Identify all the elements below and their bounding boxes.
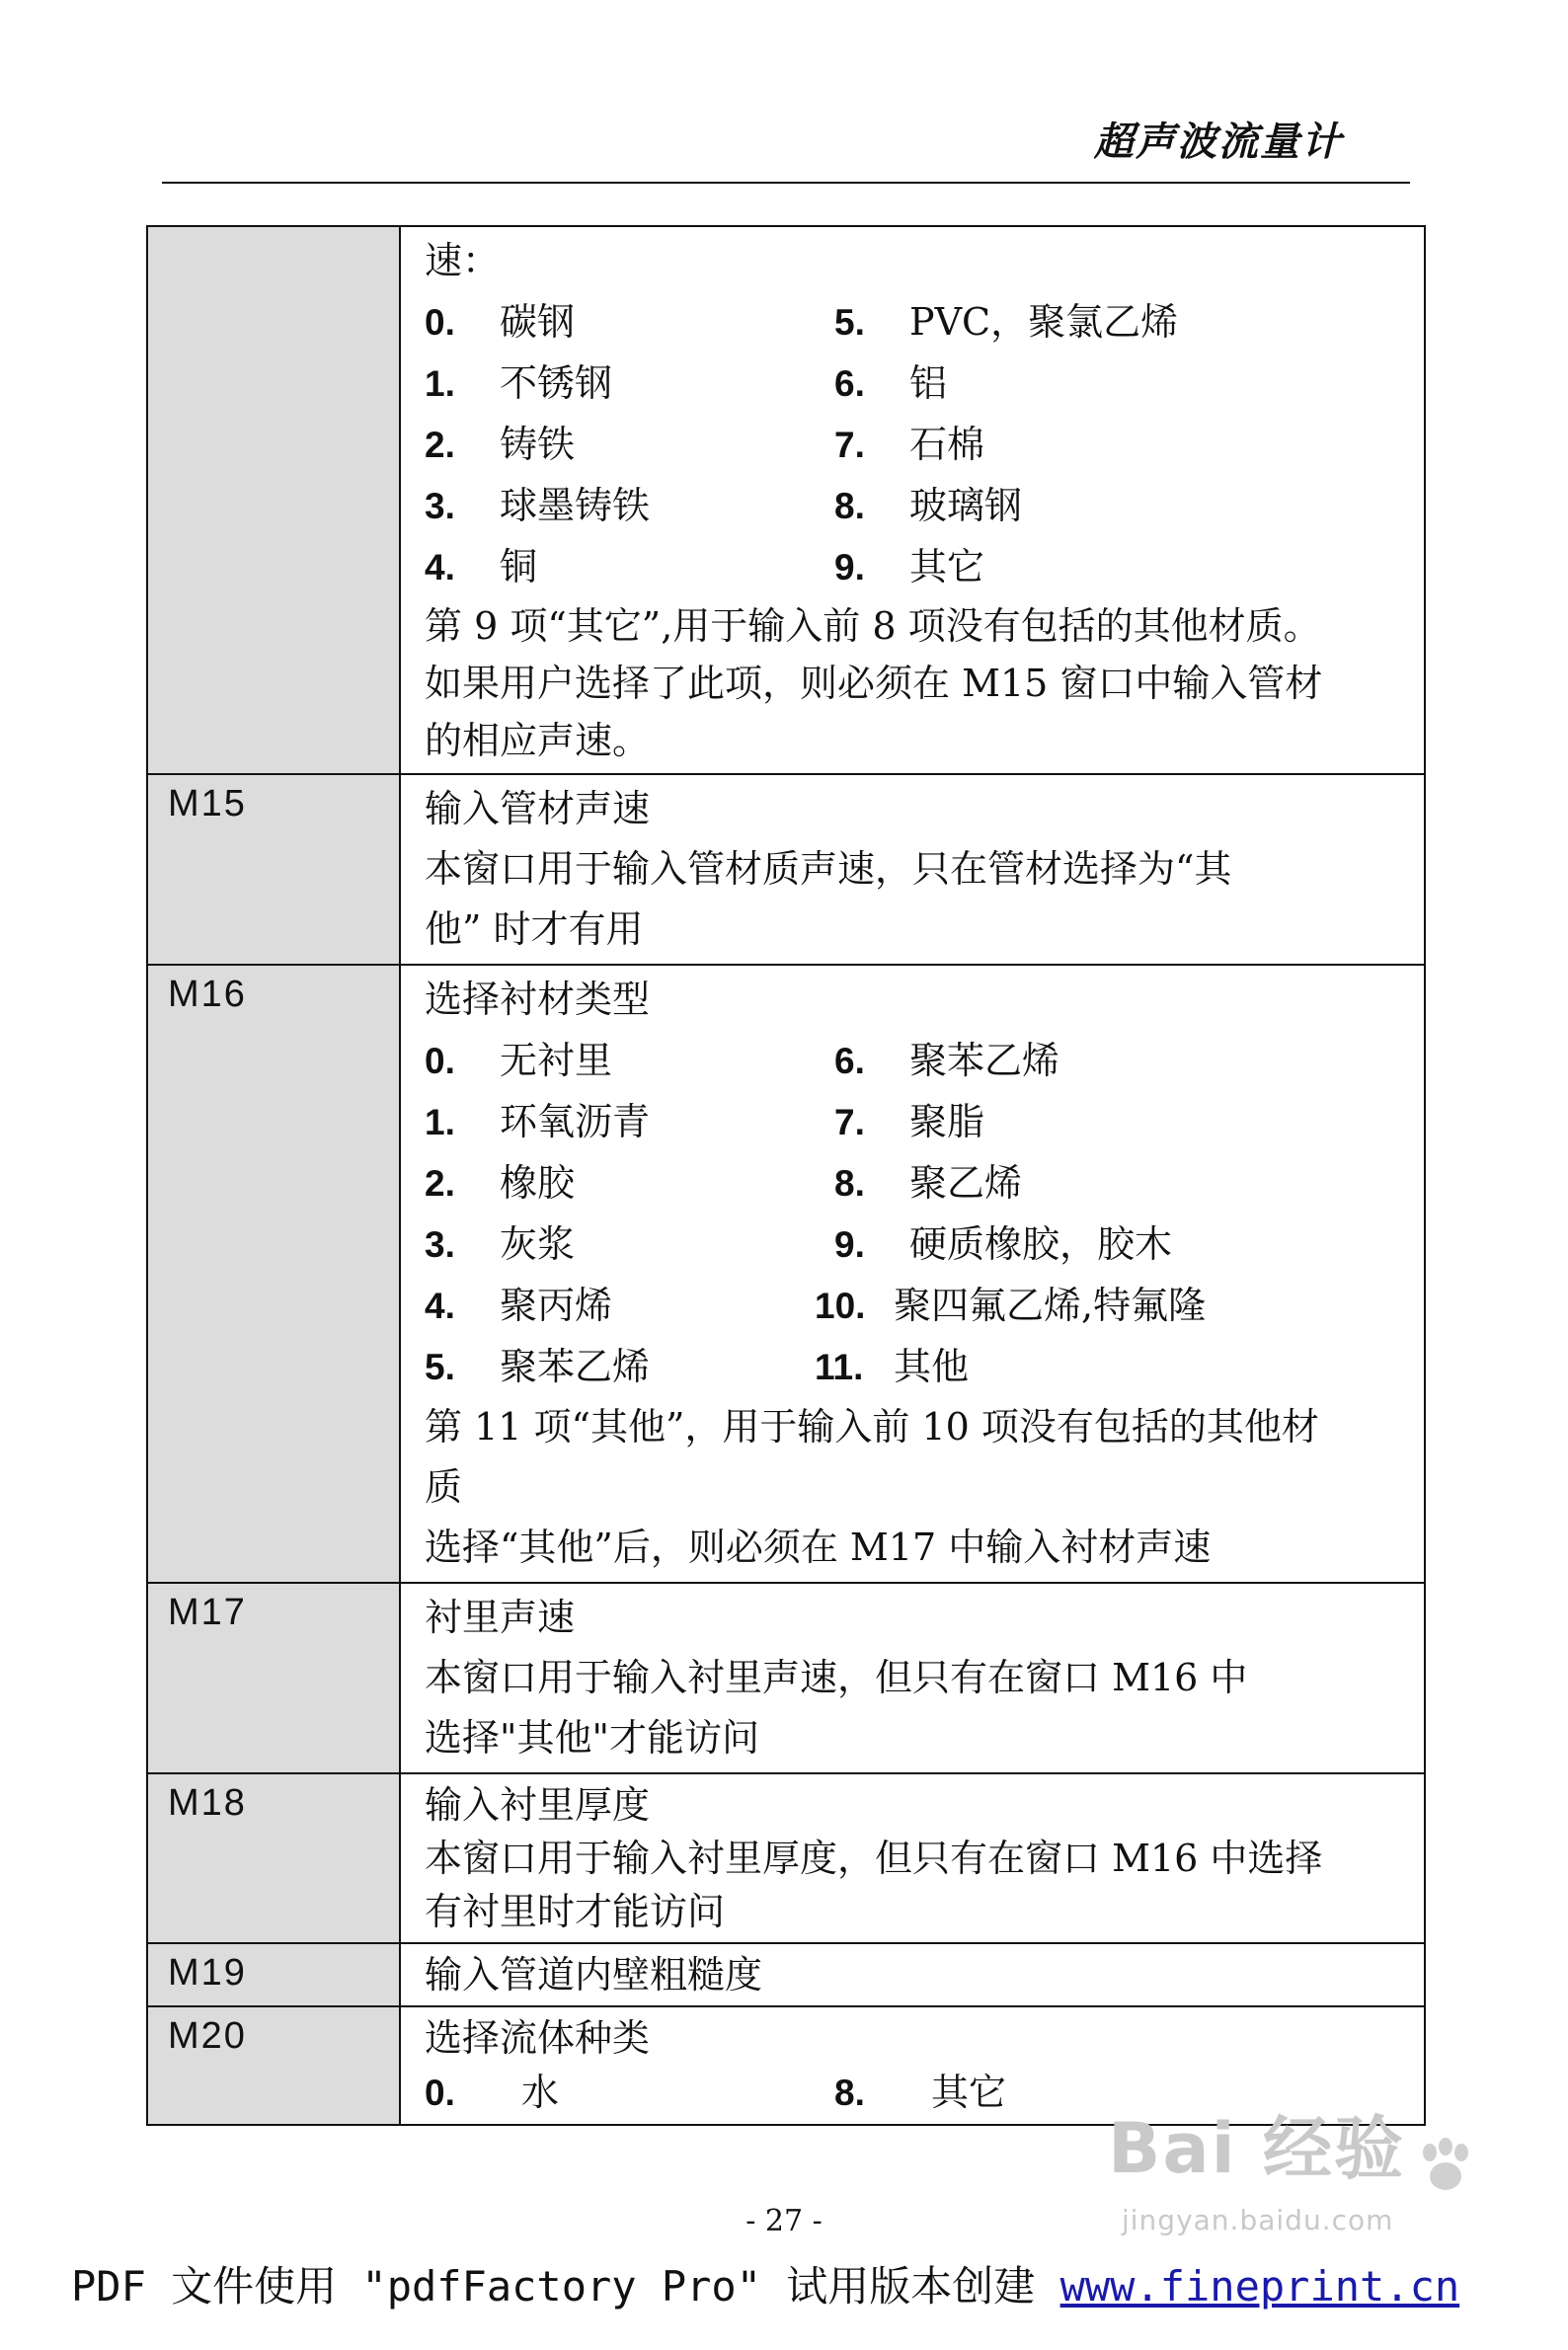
- desc-line: 本窗口用于输入衬里厚度，但只有在窗口 M16 中选择: [425, 1837, 1323, 1880]
- option-item: 0. 水: [425, 2071, 560, 2114]
- option-item: 4. 铜: [425, 545, 538, 588]
- desc-line: 输入衬里厚度: [425, 1783, 651, 1827]
- desc-line: 选择流体种类: [425, 2016, 651, 2060]
- option-item: 6. 铝: [834, 361, 948, 405]
- row-desc: [400, 965, 1425, 1583]
- option-item: 8. 玻璃钢: [834, 484, 1023, 527]
- option-item: 0. 无衬里: [425, 1039, 613, 1082]
- table-row: [147, 1773, 1425, 1943]
- row-desc: [400, 774, 1425, 965]
- option-item: 1. 不锈钢: [425, 361, 613, 405]
- option-item: 2. 橡胶: [425, 1161, 576, 1205]
- desc-line: 选择"其他"才能访问: [425, 1716, 759, 1760]
- paw-icon: [1410, 2133, 1481, 2204]
- option-item: 7. 石棉: [834, 423, 985, 466]
- header-title: 超声波流量计: [1094, 119, 1343, 165]
- option-item: 10. 聚四氟乙烯,特氟隆: [815, 1284, 1207, 1327]
- table-row: [147, 1583, 1425, 1773]
- pdf-footer: [71, 2254, 1459, 2313]
- desc-line: 输入管材声速: [425, 787, 651, 830]
- table-row: [147, 226, 1425, 774]
- row-desc: [400, 226, 1425, 774]
- desc-line: 速：: [425, 239, 501, 282]
- desc-line: 的相应声速。: [425, 719, 651, 762]
- watermark-logo: Bai 经验: [1108, 2093, 1481, 2204]
- desc-line: 衬里声速: [425, 1596, 576, 1639]
- option-item: 7. 聚脂: [834, 1100, 985, 1143]
- option-item: 8. 聚乙烯: [834, 1161, 1023, 1205]
- option-item: 9. 硬质橡胶，胶木: [834, 1222, 1173, 1266]
- option-list: [425, 1030, 1404, 1397]
- footer-link[interactable]: www.fineprint.cn: [1059, 2262, 1460, 2311]
- row-desc: [400, 1773, 1425, 1943]
- table-row: [147, 1943, 1425, 2006]
- desc-line: 选择衬材类型: [425, 978, 651, 1021]
- row-code: M20: [147, 2006, 400, 2125]
- page-number: - 27 -: [745, 2204, 823, 2238]
- row-code: M15: [147, 774, 400, 965]
- desc-line: 他” 时才有用: [425, 907, 644, 951]
- option-item: 5. PVC，聚氯乙烯: [834, 300, 1179, 344]
- desc-line: 输入管道内壁粗糙度: [425, 1953, 763, 1997]
- option-item: 3. 灰浆: [425, 1222, 576, 1266]
- option-item: 1. 环氧沥青: [425, 1100, 651, 1143]
- row-code: [147, 226, 400, 774]
- footer-text: PDF 文件使用 "pdfFactory Pro" 试用版本创建: [71, 2262, 1060, 2311]
- option-item: 3. 球墨铸铁: [425, 484, 651, 527]
- option-item: 6. 聚苯乙烯: [834, 1039, 1060, 1082]
- row-code: M17: [147, 1583, 400, 1773]
- option-item: 5. 聚苯乙烯: [425, 1345, 651, 1388]
- parameter-table: [146, 225, 1426, 2126]
- desc-line: 质: [425, 1465, 463, 1509]
- desc-line: 本窗口用于输入衬里声速，但只有在窗口 M16 中: [425, 1656, 1248, 1699]
- table-row: [147, 965, 1425, 1583]
- desc-line: 第 11 项“其他”，用于输入前 10 项没有包括的其他材: [425, 1405, 1319, 1449]
- desc-line: 本窗口用于输入管材质声速，只在管材选择为“其: [425, 847, 1232, 891]
- option-item: 0. 碳钢: [425, 300, 576, 344]
- option-list: [425, 291, 1404, 597]
- row-desc: [400, 1943, 1425, 2006]
- desc-line: 第 9 项“其它”,用于输入前 8 项没有包括的其他材质。: [425, 604, 1321, 648]
- row-code: M18: [147, 1773, 400, 1943]
- watermark-url: jingyan.baidu.com: [1122, 2203, 1394, 2236]
- desc-line: 选择“其他”后，则必须在 M17 中输入衬材声速: [425, 1526, 1212, 1569]
- row-desc: [400, 1583, 1425, 1773]
- desc-line: 有衬里时才能访问: [425, 1890, 726, 1933]
- option-item: 4. 聚丙烯: [425, 1284, 613, 1327]
- option-item: 8. 其它: [834, 2071, 1007, 2114]
- row-code: M19: [147, 1943, 400, 2006]
- row-code: M16: [147, 965, 400, 1583]
- option-item: 2. 铸铁: [425, 423, 576, 466]
- desc-line: 如果用户选择了此项，则必须在 M15 窗口中输入管材: [425, 662, 1323, 705]
- header-rule: [162, 182, 1410, 184]
- option-item: 11. 其他: [815, 1345, 970, 1388]
- table-row: [147, 774, 1425, 965]
- option-item: 9. 其它: [834, 545, 985, 588]
